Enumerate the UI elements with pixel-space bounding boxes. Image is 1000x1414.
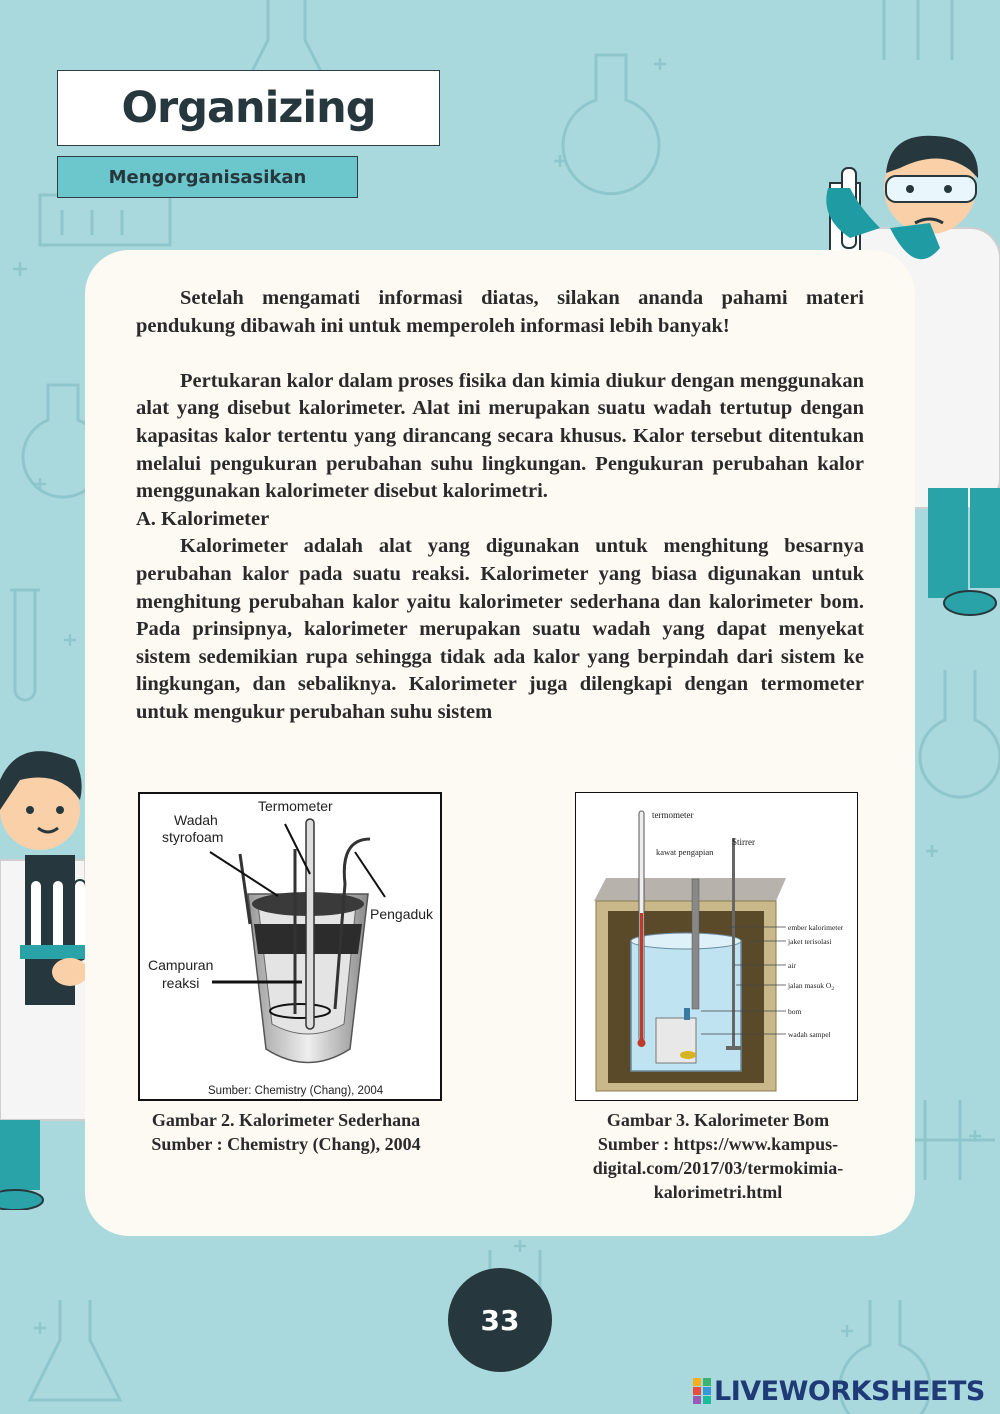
label-bom: bom <box>788 1007 802 1016</box>
label-jalan-masuk <box>787 981 834 992</box>
figure2-caption-title: Gambar 3. Kalorimeter Bom <box>606 1110 830 1130</box>
label-styrofoam: styrofoam <box>162 829 224 845</box>
simple-calorimeter-diagram <box>140 794 440 1099</box>
page-number-badge <box>448 1268 552 1372</box>
page-subtitle: Mengorganisasikan <box>108 166 307 188</box>
figure2-caption-source-1: Sumber : https://www.kampus- <box>597 1134 839 1154</box>
label-air: air <box>788 961 796 970</box>
label-reaksi: reaksi <box>162 975 200 991</box>
figure1-caption-source: Sumber : Chemistry (Chang), 2004 <box>151 1134 421 1154</box>
label-campuran: Campuran <box>148 957 214 973</box>
figure2-caption-source-2: digital.com/2017/03/termokimia- <box>592 1158 844 1178</box>
label-jalan-masuk-text: jalan masuk O <box>788 981 832 990</box>
figure-bomb-calorimeter <box>575 792 858 1101</box>
label-jalan-masuk-subscript: 2 <box>831 986 835 992</box>
label-termometer-bom: termometer <box>652 810 694 820</box>
page-title: Organizing <box>121 83 376 133</box>
label-kawat-pengapian: kawat pengapian <box>656 847 714 857</box>
bomb-calorimeter-diagram <box>576 793 856 1099</box>
liveworksheets-icon <box>693 1378 711 1404</box>
intro-paragraph: Setelah mengamati informasi diatas, silakan ananda pahami materi pendukung dibawah ini untuk memperoleh informasi lebih banyak! <box>136 287 864 337</box>
label-termometer: Termometer <box>258 798 333 814</box>
title-box <box>57 70 440 146</box>
figure2-caption-source-3: kalorimetri.html <box>653 1182 783 1202</box>
liveworksheets-logo[interactable] <box>693 1374 985 1408</box>
figure-simple-calorimeter <box>138 792 442 1101</box>
label-jaket: jaket terisolasi <box>788 937 832 946</box>
figure1-caption-title: Gambar 2. Kalorimeter Sederhana <box>151 1110 421 1130</box>
subtitle-box <box>57 156 358 198</box>
section-heading: A. Kalorimeter <box>136 507 270 530</box>
body-text <box>136 285 864 727</box>
paragraph-kalor: Pertukaran kalor dalam proses fisika dan kimia diukur dengan menggunakan alat yang disebut kalorimeter. Alat ini merupakan suatu wadah tertutup dengan kapasitas kalor tertentu yang dirancang secara khusus. Kalor tersebut ditentukan melalui pengukuran perubahan suhu lingkungan. Pengukuran perubahan kalor menggunakan kalorimeter disebut kalorimetri. <box>136 369 864 503</box>
figure1-caption <box>126 1108 446 1156</box>
figure2-caption <box>563 1108 873 1204</box>
brand-name: LIVEWORKSHEETS <box>714 1375 985 1407</box>
paragraph-kalorimeter: Kalorimeter adalah alat yang digunakan untuk menghitung besarnya perubahan kalor pada suatu reaksi. Kalorimeter yang biasa digunakan untuk menghitung perubahan kalor yaitu kalorimeter sederhana dan kalorimeter bom. Pada prinsipnya, kalorimeter merupakan suatu wadah yang dapat menyekat sistem sedemikian rupa sehingga tidak ada kalor yang berpindah dari sistem ke lingkungan, dan sebaliknya. Kalorimeter juga dilengkapi dengan termometer untuk mengukur perubahan suhu sistem <box>136 535 864 723</box>
label-pengaduk: Pengaduk <box>370 906 434 922</box>
label-wadah-sampel: wadah sampel <box>788 1030 831 1039</box>
label-stirrer: Stirrer <box>732 837 755 847</box>
label-wadah: Wadah <box>174 812 218 828</box>
page-number: 33 <box>480 1303 520 1337</box>
label-ember: ember kalorimeter <box>788 923 844 932</box>
figure1-source-label: Sumber: Chemistry (Chang), 2004 <box>208 1085 384 1097</box>
